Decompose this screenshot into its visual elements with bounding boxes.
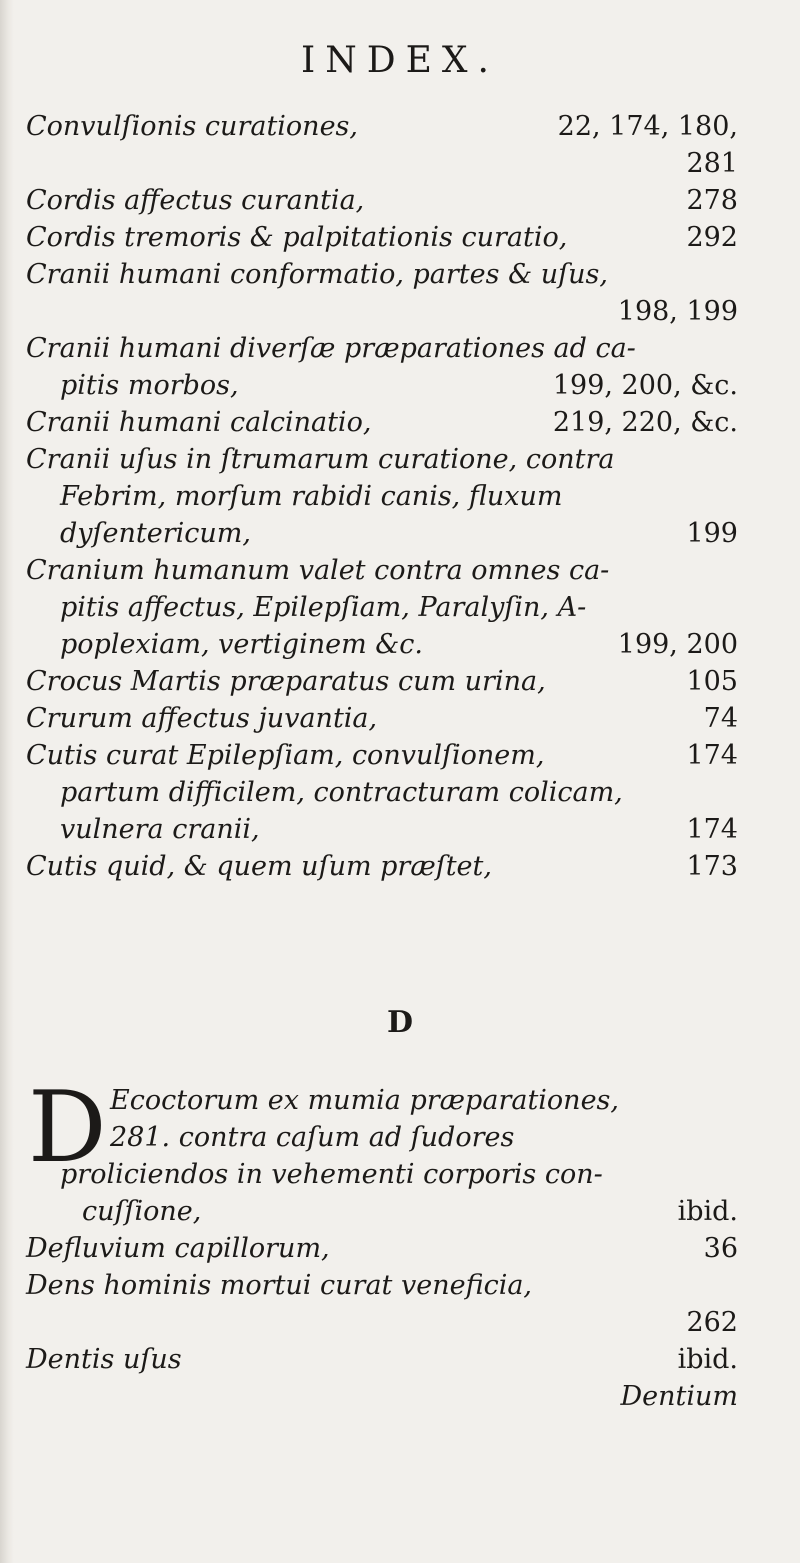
entry-text: partum difficilem, contracturam colicam,	[60, 777, 623, 808]
entry-pages: 199, 200, &c.	[552, 370, 738, 401]
entry-text: proliciendos in vehementi corporis con-	[60, 1159, 603, 1190]
index-entry	[26, 478, 738, 515]
entry-pages: 199	[686, 518, 738, 549]
entry-pages: 105	[686, 666, 738, 697]
index-entry	[26, 1156, 738, 1193]
entry-pages: 198, 199	[617, 296, 738, 327]
index-entry	[26, 552, 738, 589]
index-entry	[26, 1119, 738, 1156]
entry-text: Dens hominis mortui curat veneficia,	[26, 1270, 533, 1301]
page-gutter	[0, 0, 14, 1563]
index-entry	[26, 256, 738, 293]
index-entries-c	[26, 108, 738, 885]
entry-text: Ecoctorum ex mumia præparationes,	[110, 1085, 619, 1116]
page-title: INDEX.	[301, 40, 499, 81]
entry-text: Cranium humanum valet contra omnes ca-	[26, 555, 610, 586]
index-entry	[26, 1230, 738, 1267]
entry-text: Cranii uſus in ſtrumarum curatione, contra	[26, 444, 615, 475]
entry-text: Cranii humani conformatio, partes & uſus,	[26, 259, 608, 290]
entry-text: Cutis curat Epilepſiam, convulſionem,	[26, 740, 545, 771]
entry-text: Cranii humani diverſæ præparationes ad ca-	[26, 333, 636, 364]
entry-pages: 292	[686, 222, 738, 253]
entry-pages: ibid.	[677, 1196, 738, 1227]
index-entry	[26, 1378, 738, 1415]
index-entry	[26, 1193, 738, 1230]
index-entry	[26, 441, 738, 478]
index-entry	[26, 1304, 738, 1341]
entry-text: vulnera cranii,	[60, 814, 260, 845]
entry-pages: Dentium	[620, 1381, 738, 1412]
index-entry	[26, 1082, 738, 1119]
entry-text: Cordis affectus curantia,	[26, 185, 365, 216]
entry-pages: 174	[686, 814, 738, 845]
index-entry	[26, 293, 738, 330]
entry-text: Cutis quid, & quem uſum præſtet,	[26, 851, 492, 882]
entry-pages: 281	[686, 148, 738, 179]
entry-pages: 74	[703, 703, 738, 734]
entry-pages: 174	[686, 740, 738, 771]
index-entry	[26, 182, 738, 219]
entry-text: Crocus Martis præparatus cum urina,	[26, 666, 546, 697]
entry-pages: 278	[686, 185, 738, 216]
entry-text: Cordis tremoris & palpitationis curatio,	[26, 222, 568, 253]
entry-pages: ibid.	[677, 1344, 738, 1375]
entry-pages: 173	[686, 851, 738, 882]
entry-pages: 199, 200	[617, 629, 738, 660]
entry-text: Cranii humani calcinatio,	[26, 407, 372, 438]
index-entry	[26, 1267, 738, 1304]
entry-text: Crurum affectus juvantia,	[26, 703, 378, 734]
index-entry	[26, 589, 738, 626]
entry-text: Dentis uſus	[26, 1344, 182, 1375]
entry-pages: 219, 220, &c.	[552, 407, 738, 438]
drop-cap: D	[28, 1071, 107, 1185]
entry-text: pitis morbos,	[60, 370, 239, 401]
entry-text: Defluvium capillorum,	[26, 1233, 330, 1264]
index-entry	[26, 1341, 738, 1378]
index-entry	[26, 774, 738, 811]
index-entry	[26, 404, 738, 441]
index-entry	[26, 367, 738, 404]
entry-text: 281. contra caſum ad ſudores	[110, 1122, 515, 1153]
entry-text: cuſſione,	[82, 1196, 202, 1227]
entry-text: pitis affectus, Epilepſiam, Paralyſin, A-	[60, 592, 587, 623]
section-heading: D	[386, 1005, 413, 1040]
index-entry	[26, 145, 738, 182]
index-entry	[26, 515, 738, 552]
entry-pages: 36	[703, 1233, 738, 1264]
index-entry	[26, 219, 738, 256]
index-entry	[26, 848, 738, 885]
index-entry	[26, 626, 738, 663]
index-entry	[26, 737, 738, 774]
entry-pages: 262	[686, 1307, 738, 1338]
entry-text: Febrim, morſum rabidi canis, fluxum	[60, 481, 563, 512]
entry-text: dyſentericum,	[60, 518, 251, 549]
entry-pages: 22, 174, 180,	[557, 111, 738, 142]
index-entry	[26, 663, 738, 700]
index-entries-d	[26, 1071, 738, 1415]
entry-text: poplexiam, vertiginem &c.	[60, 629, 423, 660]
index-entry	[26, 811, 738, 848]
index-entry	[26, 108, 738, 145]
index-entry	[26, 700, 738, 737]
entry-text: Convulſionis curationes,	[26, 111, 358, 142]
index-entry	[26, 330, 738, 367]
